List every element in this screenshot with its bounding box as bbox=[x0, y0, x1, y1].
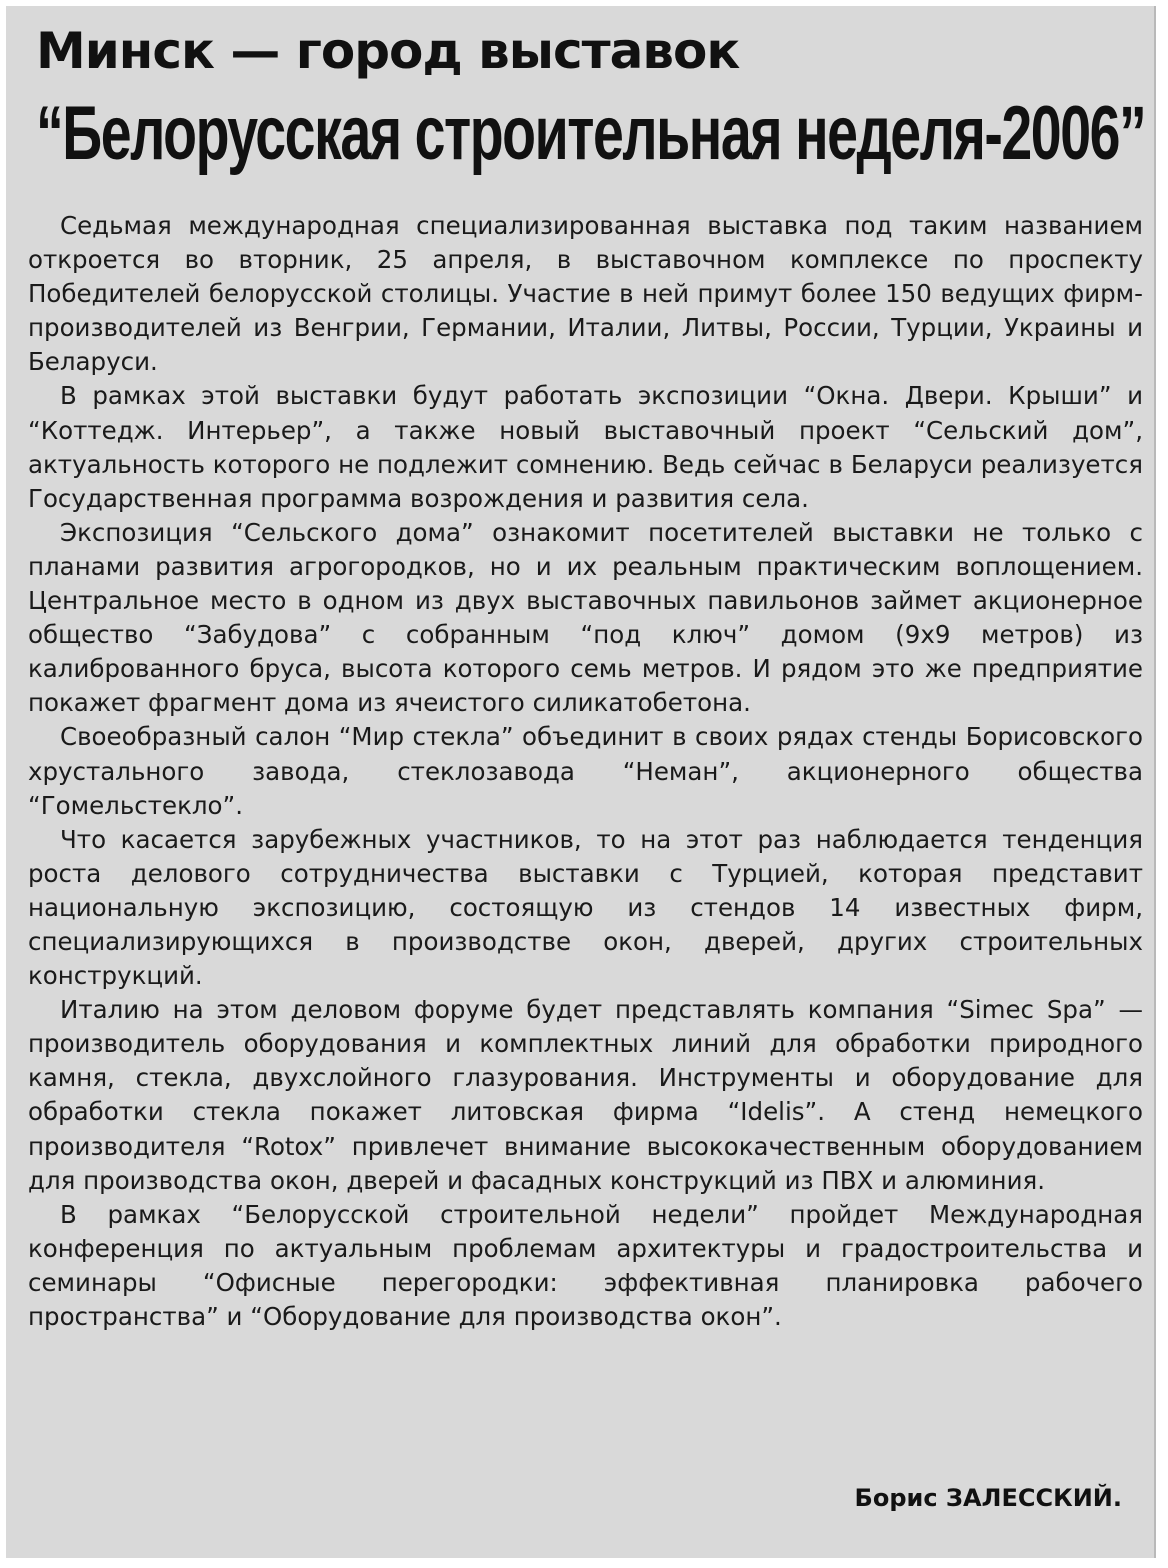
article-paragraph: Италию на этом деловом форуме будет представлять компания “Simec Spa” — производитель оборудования и комплектных линий для обработки природного камня, стекла, двухслойного глазурования. Инструменты и оборудование для обработки стекла покажет литовская фирма “Idelis”. А стенд немецкого производителя “Rotox” привлечет внимание высококачественным оборудованием для производства окон, дверей и фасадных конструкций из ПВХ и алюминия. bbox=[28, 995, 1143, 1195]
article-paragraph: Своеобразный салон “Мир стекла” объединит в своих рядах стенды Борисовского хрустального завода, стеклозавода “Неман”, акционерного общества “Гомельстекло”. bbox=[28, 722, 1143, 820]
article-paragraph: Седьмая международная специализированная выставка под таким названием откроется во вторник, 25 апреля, в выставочном комплексе по проспекту Победителей белорусской столицы. Участие в ней примут более 150 ведущих фирм-производителей из Венгрии, Германии, Италии, Литвы, России, Турции, Украины и Беларуси. bbox=[28, 211, 1143, 377]
article-paragraph: В рамках “Белорусской строительной недели” пройдет Международная конференция по актуальным проблемам архитектуры и градостроительства и семинары “Офисные перегородки: эффективная планировка рабочего пространства” и “Оборудование для производства окон”. bbox=[28, 1199, 1143, 1331]
newspaper-clipping bbox=[6, 6, 1156, 1558]
article-paragraph: Что касается зарубежных участников, то на этот раз наблюдается тенденция роста делового сотрудничества выставки с Турцией, которая представит национальную экспозицию, состоящую из стендов 14 известных фирм, специализирующихся в производстве окон, дверей, других строительных конструкций. bbox=[28, 824, 1143, 991]
article-paragraph: В рамках этой выставки будут работать экспозиции “Окна. Двери. Крыши” и “Коттедж. Интерьер”, а также новый выставочный проект “Сельский дом”, актуальность которого не подлежит сомнению. Ведь сейчас в Беларуси реализуется Государственная программа возрождения и развития села. bbox=[28, 381, 1143, 513]
article-paragraph: Экспозиция “Сельского дома” ознакомит посетителей выставки не только с планами развития агрогородков, но и их реальным практическим воплощением. Центральное место в одном из двух выставочных павильонов займет акционерное общество “Забудова” с собранным “под ключ” домом (9х9 метров) из калиброванного бруса, высота которого семь метров. И рядом это же предприятие покажет фрагмент дома из ячеистого силикатобетона. bbox=[28, 517, 1143, 718]
headline: Минск — город выставок bbox=[36, 22, 740, 80]
subheadline: “Белорусская строительная неделя-2006” bbox=[36, 91, 1146, 176]
author-byline: Борис ЗАЛЕССКИЙ. bbox=[854, 1484, 1122, 1512]
article-body bbox=[28, 209, 1143, 1334]
